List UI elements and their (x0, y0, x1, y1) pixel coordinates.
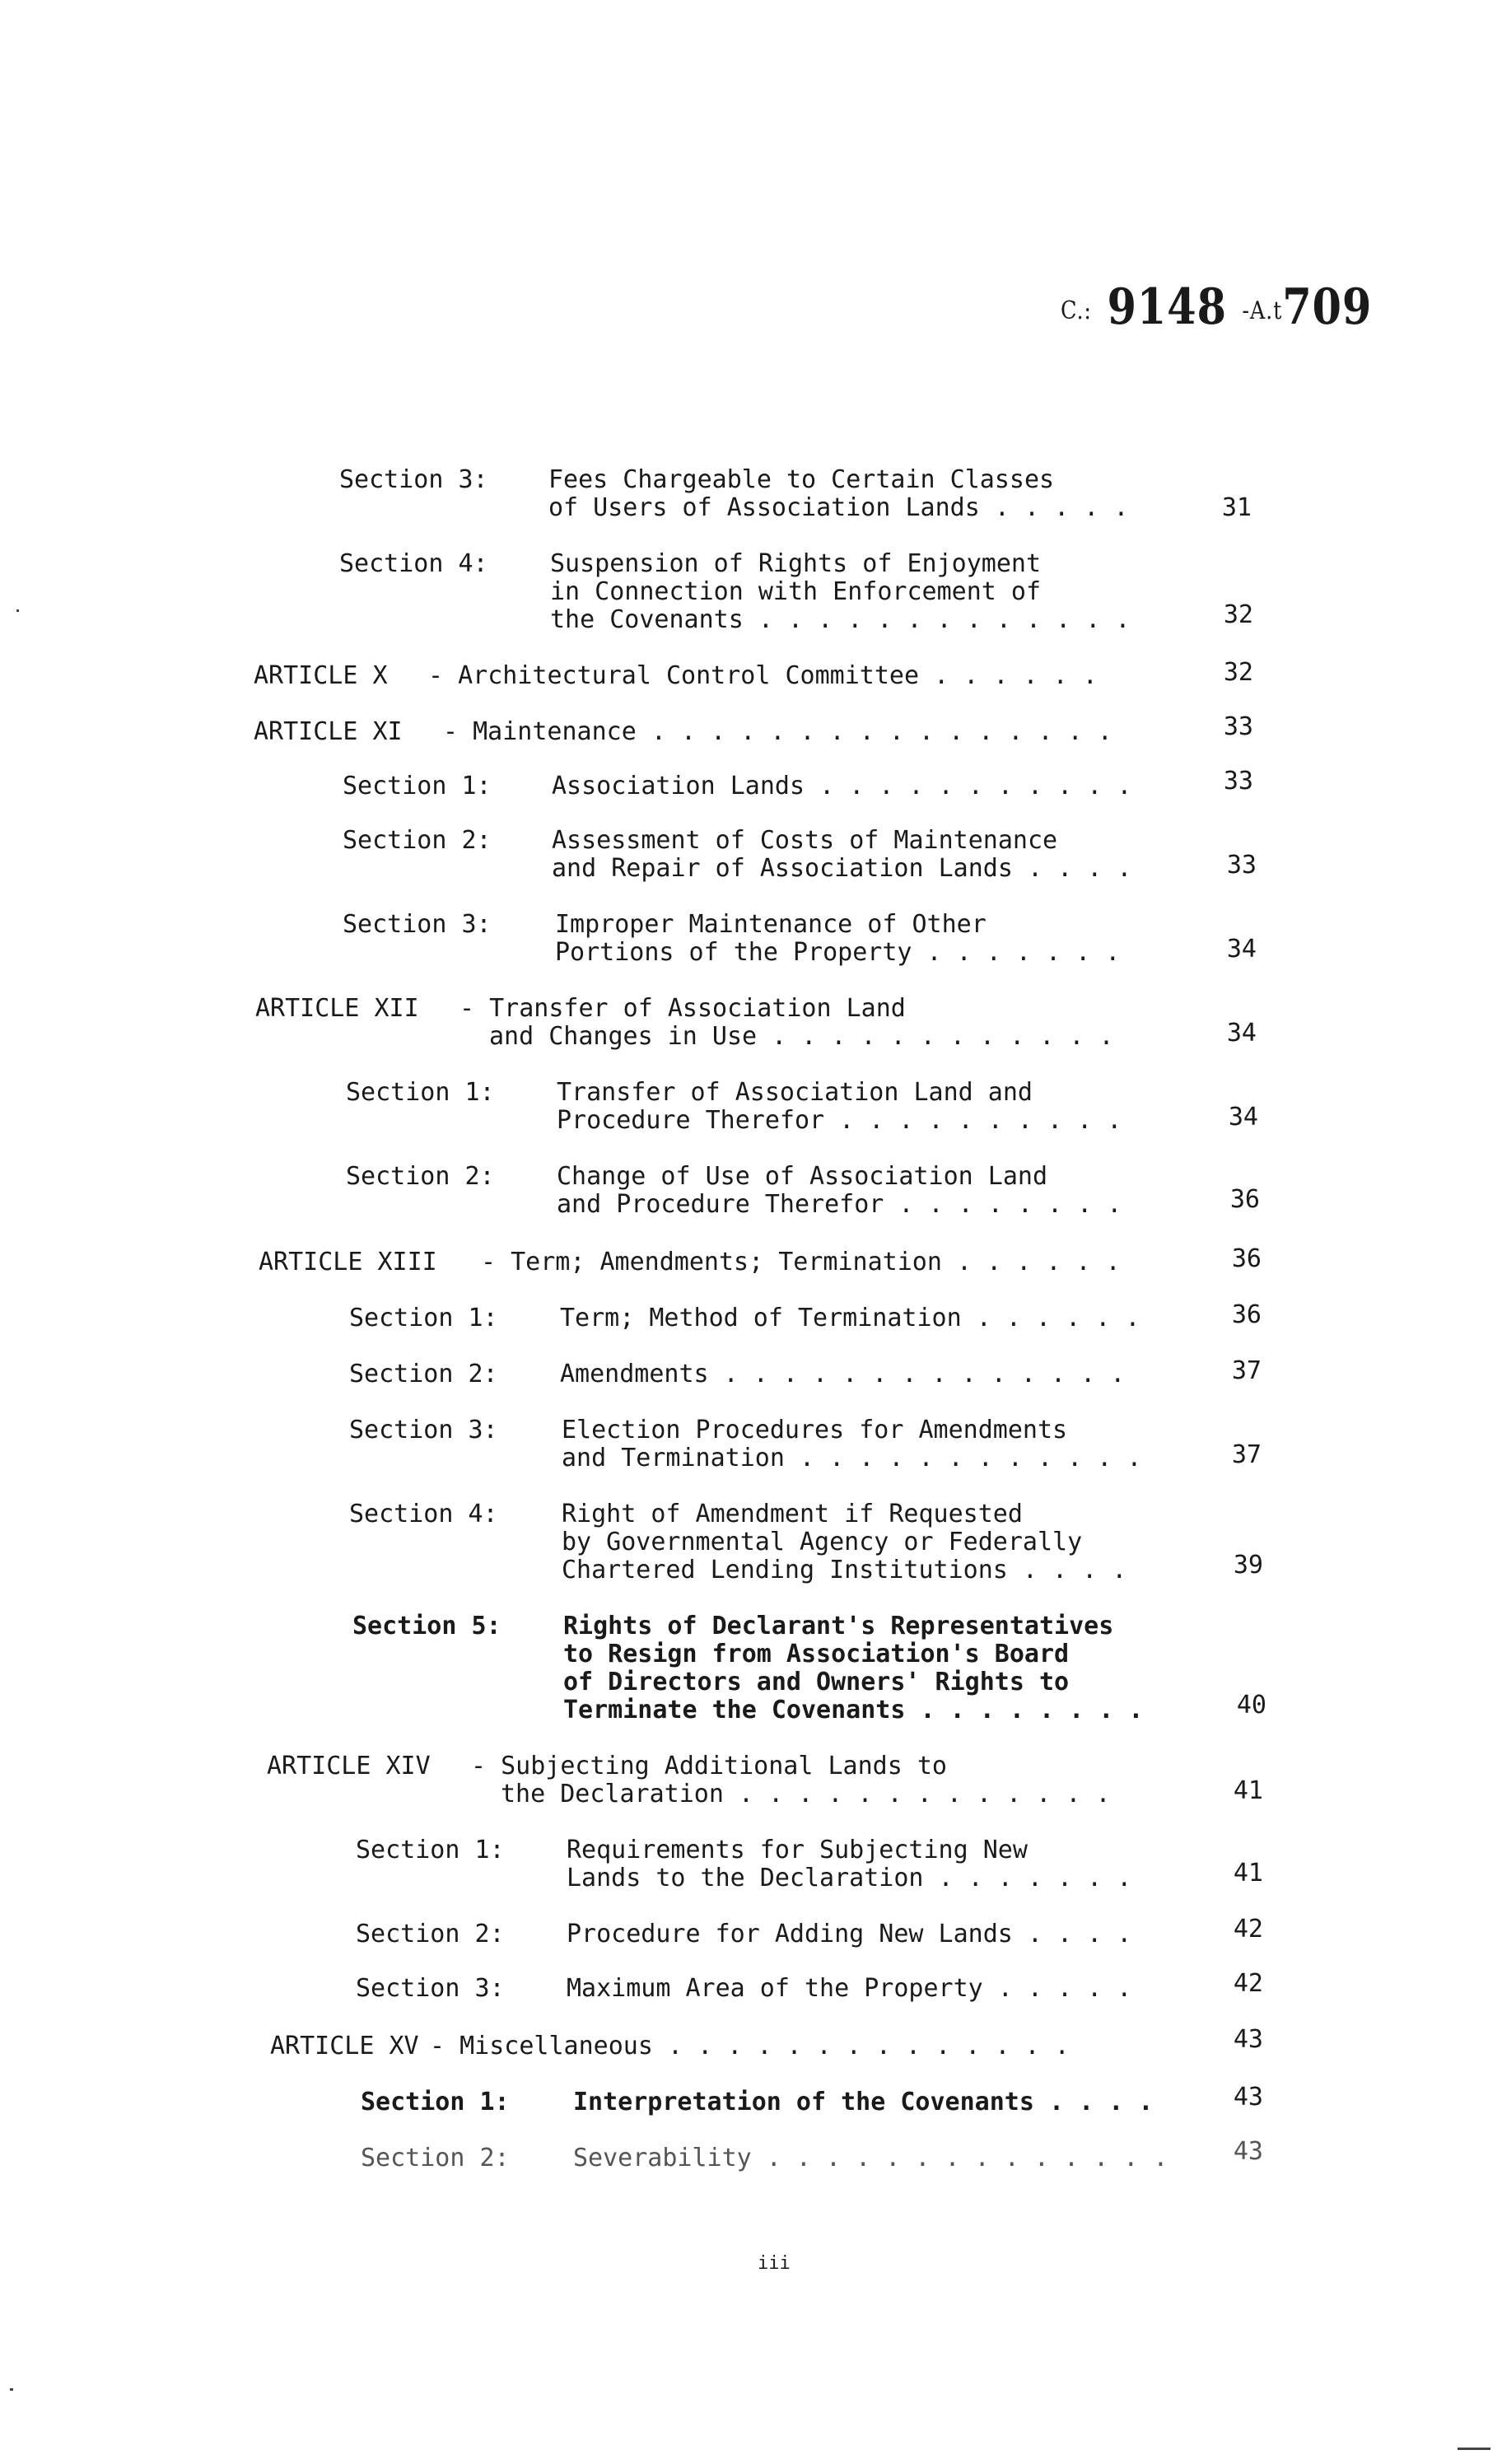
toc-entry-title (563, 1612, 1143, 1724)
toc-title-line: Amendments . . . . . . . . . . . . . . (560, 1360, 1126, 1388)
toc-entry-title (573, 2088, 1153, 2116)
toc-title-line: Procedure Therefor . . . . . . . . . . (557, 1106, 1122, 1135)
toc-entry-label: Section 1: (343, 772, 492, 800)
toc-entry-title (567, 1836, 1131, 1892)
toc-entry-page: 33 (1223, 712, 1253, 741)
toc-entry-label: Section 4: (339, 549, 488, 578)
toc-entry-label: Section 1: (361, 2088, 510, 2116)
toc-title-line: and Changes in Use . . . . . . . . . . . . (489, 1022, 1114, 1051)
toc-entry-title (443, 718, 1113, 746)
toc-entry-label: Section 1: (356, 1836, 505, 1864)
toc-entry-page: 41 (1233, 1776, 1263, 1805)
toc-entry-page: 33 (1223, 767, 1253, 796)
toc-entry-label: Section 3: (356, 1974, 505, 2003)
toc-entry-page: 43 (1233, 2083, 1263, 2112)
toc-title-line: Term; Method of Termination . . . . . . (560, 1304, 1140, 1332)
toc-entry-page: 36 (1231, 1300, 1262, 1329)
toc-title-line: Chartered Lending Institutions . . . . (562, 1556, 1127, 1584)
toc-entry-page: 43 (1233, 2025, 1263, 2054)
toc-entry-page: 34 (1226, 935, 1257, 964)
toc-entry-label: Section 5: (352, 1612, 501, 1640)
toc-title-line: Requirements for Subjecting New (567, 1836, 1028, 1864)
toc-title-line: in Connection with Enforcement of (550, 577, 1042, 606)
toc-entry-title (567, 1920, 1131, 1948)
toc-title-line: - Architectural Control Committee . . . . . . (428, 661, 1098, 690)
toc-entry-label: Section 4: (349, 1500, 498, 1528)
toc-title-line: Rights of Declarant's Representatives (563, 1612, 1114, 1640)
toc-entry-title (428, 662, 1098, 690)
scan-mark (10, 2388, 13, 2391)
toc-title-line: Terminate the Covenants . . . . . . . . (563, 1696, 1144, 1724)
toc-title-line: by Governmental Agency or Federally (562, 1528, 1083, 1556)
toc-entry-label: Section 2: (343, 826, 492, 855)
toc-entry-label: Section 2: (349, 1360, 498, 1388)
toc-title-line: the Covenants . . . . . . . . . . . . . (550, 605, 1131, 634)
toc-title-line: Transfer of Association Land and (557, 1078, 1033, 1107)
toc-entry-page: 36 (1229, 1185, 1260, 1214)
toc-entry-title (557, 1163, 1122, 1219)
toc-entry-page: 40 (1236, 1691, 1266, 1720)
toc-entry-label: Section 2: (361, 2144, 510, 2172)
toc-title-line: Suspension of Rights of Enjoyment (550, 549, 1042, 578)
toc-entry-page: 32 (1223, 600, 1253, 629)
toc-entry-title (560, 1304, 1140, 1332)
toc-entry-title (560, 1360, 1125, 1388)
book-prefix: C.: (1061, 296, 1092, 325)
toc-title-line: Association Lands . . . . . . . . . . . (552, 772, 1132, 800)
toc-entry-title (573, 2144, 1168, 2172)
toc-entry-label: Section 1: (349, 1304, 498, 1332)
toc-title-line: and Termination . . . . . . . . . . . . (562, 1444, 1142, 1472)
recording-reference (1061, 278, 1372, 336)
toc-entry-page: 42 (1233, 1915, 1263, 1944)
toc-title-line: Election Procedures for Amendments (562, 1416, 1068, 1444)
toc-title-line: - Miscellaneous . . . . . . . . . . . . . . (430, 2032, 1070, 2060)
toc-title-line: - Maintenance . . . . . . . . . . . . . . . . (443, 717, 1113, 746)
toc-entry-label: Section 3: (349, 1416, 498, 1444)
toc-entry-title (562, 1500, 1126, 1584)
toc-entry-title (459, 995, 1114, 1051)
toc-title-line: Assessment of Costs of Maintenance (552, 826, 1058, 855)
toc-title-line: Improper Maintenance of Other (555, 910, 987, 939)
toc-entry-title (548, 466, 1128, 522)
toc-title-line: and Repair of Association Lands . . . . (552, 854, 1132, 883)
toc-entry-label: Section 3: (339, 465, 488, 494)
toc-entry-label: Section 3: (343, 910, 492, 939)
toc-entry-title (562, 1416, 1141, 1472)
toc-title-line: of Users of Association Lands . . . . . (548, 493, 1129, 522)
toc-title-line: the Declaration . . . . . . . . . . . . . (501, 1780, 1111, 1808)
toc-entry-label: ARTICLE XIV (267, 1752, 431, 1780)
toc-entry-page: 31 (1221, 493, 1252, 522)
toc-title-line: Interpretation of the Covenants . . . . (573, 2088, 1154, 2116)
toc-title-line: - Transfer of Association Land (459, 994, 906, 1023)
toc-title-line: Maximum Area of the Property . . . . . (567, 1974, 1132, 2003)
toc-entry-page: 41 (1233, 1859, 1263, 1888)
toc-entry-label: ARTICLE XIII (259, 1248, 437, 1276)
toc-title-line: - Subjecting Additional Lands to (471, 1752, 947, 1780)
toc-entry-label: Section 2: (346, 1162, 495, 1191)
toc-entry-page: 43 (1233, 2137, 1263, 2166)
book-number: 9148 (1107, 278, 1227, 336)
toc-title-line: - Term; Amendments; Termination . . . . . . (481, 1248, 1121, 1276)
toc-entry-page: 34 (1226, 1019, 1257, 1048)
toc-entry-label: ARTICLE XI (254, 717, 403, 746)
toc-entry-page: 33 (1226, 851, 1257, 880)
toc-title-line: and Procedure Therefor . . . . . . . . (557, 1190, 1122, 1219)
toc-entry-title (550, 550, 1130, 634)
toc-title-line: Lands to the Declaration . . . . . . . (567, 1864, 1132, 1892)
toc-entry-page: 42 (1233, 1969, 1263, 1998)
toc-entry-title (471, 1752, 1111, 1808)
page-prefix: -A.t (1242, 296, 1283, 325)
toc-entry-title (555, 911, 1120, 967)
toc-title-line: Change of Use of Association Land (557, 1162, 1048, 1191)
toc-title-line: Severability . . . . . . . . . . . . . . (573, 2144, 1168, 2172)
toc-entry-title (430, 2032, 1070, 2060)
toc-title-line: of Directors and Owners' Rights to (563, 1668, 1070, 1696)
toc-entry-label: ARTICLE XII (255, 994, 419, 1023)
page-number: 709 (1282, 278, 1373, 336)
toc-entry-page: 37 (1231, 1356, 1262, 1385)
toc-title-line: to Resign from Association's Board (563, 1640, 1070, 1668)
scan-mark (1458, 2448, 1490, 2450)
toc-entry-page: 32 (1223, 658, 1253, 687)
toc-entry-page: 36 (1231, 1244, 1262, 1273)
toc-entry-label: Section 2: (356, 1920, 505, 1948)
toc-entry-page: 39 (1233, 1551, 1263, 1580)
toc-entry-title (557, 1079, 1122, 1135)
toc-title-line: Portions of the Property . . . . . . . (555, 938, 1121, 967)
toc-entry-page: 34 (1228, 1103, 1258, 1132)
toc-entry-label: Section 1: (346, 1078, 495, 1107)
toc-entry-label: ARTICLE XV (270, 2032, 419, 2060)
toc-entry-page: 37 (1231, 1440, 1262, 1469)
toc-entry-title (552, 827, 1131, 883)
page-footer-number: iii (758, 2253, 791, 2274)
toc-title-line: Fees Chargeable to Certain Classes (548, 465, 1055, 494)
toc-entry-title (481, 1248, 1121, 1276)
toc-entry-label: ARTICLE X (254, 661, 388, 690)
toc-title-line: Right of Amendment if Requested (562, 1500, 1023, 1528)
toc-title-line: Procedure for Adding New Lands . . . . (567, 1920, 1132, 1948)
scan-mark (16, 609, 19, 612)
toc-entry-title (552, 772, 1131, 800)
toc-entry-title (567, 1975, 1131, 2003)
